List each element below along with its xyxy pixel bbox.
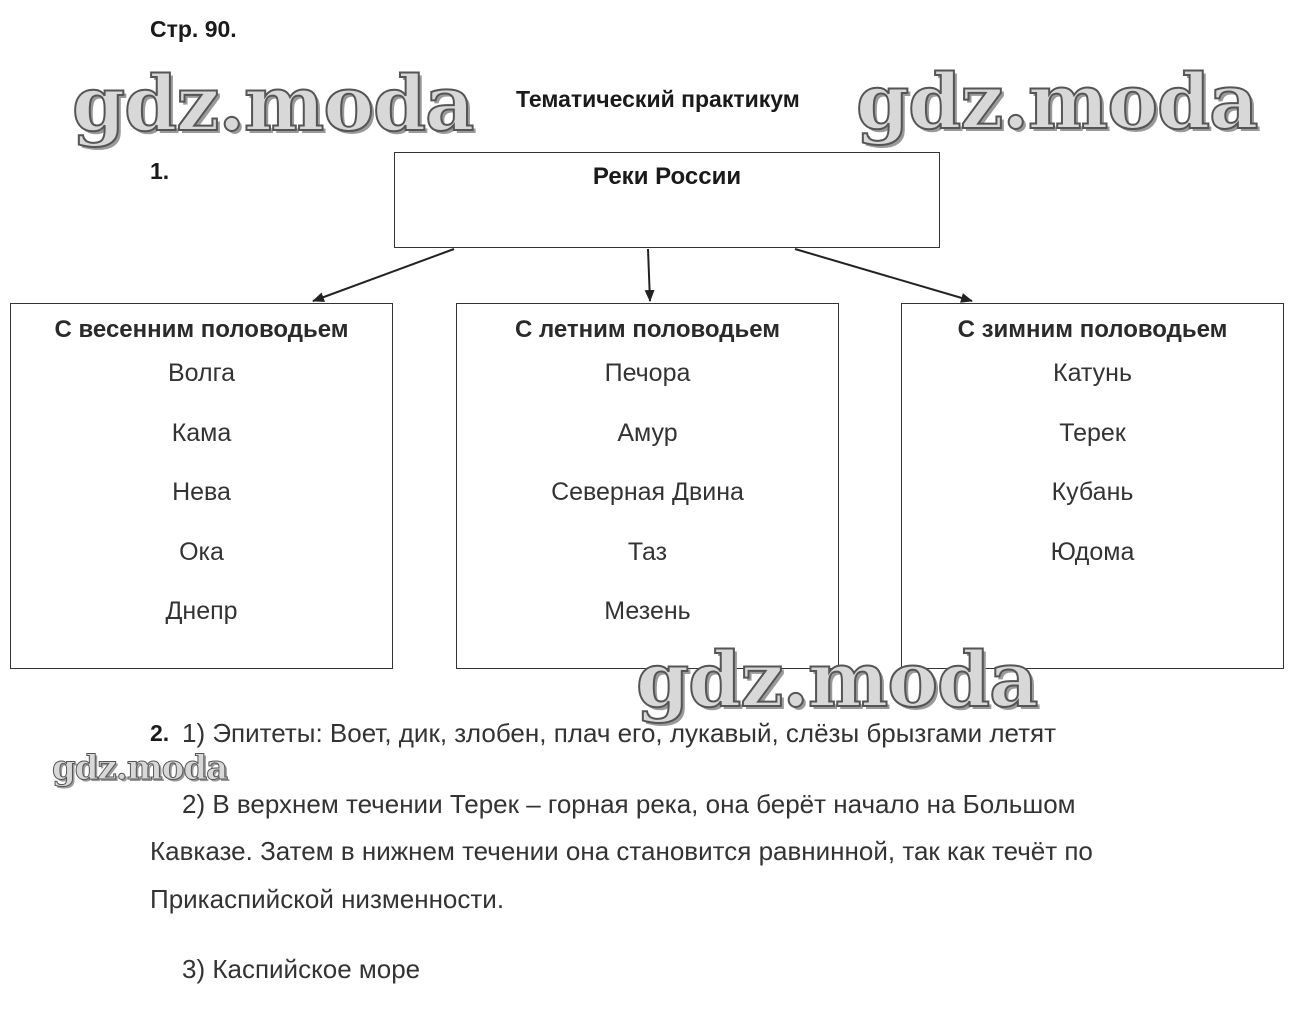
answer-line: Прикаспийской низменности. [150, 884, 505, 914]
watermark-logo: gdz.moda [72, 59, 474, 148]
arrow-to-winter [795, 249, 972, 301]
page-number: Стр. 90. [150, 16, 237, 42]
watermark-logo: gdz.moda [52, 748, 228, 788]
rivers-of-russia-box [394, 152, 940, 248]
watermark-logo: gdz.moda [856, 57, 1258, 146]
answer-line: Кавказе. Затем в нижнем течении она становится равнинной, так как течёт по [150, 836, 1093, 866]
spring-flood-box [10, 303, 393, 669]
river-item: Таз [627, 537, 668, 566]
river-item: Нева [172, 478, 231, 506]
river-item: Кама [171, 418, 232, 447]
river-item: Мезень [604, 597, 691, 625]
river-item: Юдома [1050, 537, 1135, 566]
river-list [902, 358, 1283, 596]
river-item: Кубань [1051, 478, 1134, 506]
root-title: Реки России [592, 163, 742, 190]
river-item: Печора [604, 359, 691, 387]
watermark-logo: gdz.moda [636, 635, 1038, 724]
category-title: С летним половодьем [514, 316, 781, 343]
answer-epithets: 1) Эпитеты: Воет, дик, злобен, плач его, лукавый, слёзы брызгами летят [182, 718, 1057, 748]
answer-caspian: 3) Каспийское море [182, 954, 421, 984]
river-item: Терек [1059, 418, 1126, 447]
river-item: Северная Двина [551, 478, 744, 506]
river-item: Волга [167, 359, 236, 387]
river-item: Днепр [165, 597, 238, 625]
river-item: Амур [617, 418, 678, 447]
answer-line: 2) В верхнем течении Терек – горная река, она берёт начало на Большом [182, 789, 1076, 819]
category-title: С зимним половодьем [957, 316, 1228, 343]
section-title: Тематический практикум [516, 86, 800, 112]
summer-flood-box [456, 303, 839, 669]
river-list [457, 358, 838, 656]
task-1-number: 1. [150, 158, 170, 184]
winter-flood-box [901, 303, 1284, 669]
river-item: Катунь [1053, 359, 1132, 387]
river-item: Ока [179, 537, 224, 566]
river-list [11, 358, 392, 656]
arrow-to-spring [313, 249, 454, 301]
arrow-to-summer [648, 249, 650, 301]
category-title: С весенним половодьем [54, 316, 349, 343]
task-2-number: 2. [150, 720, 170, 746]
